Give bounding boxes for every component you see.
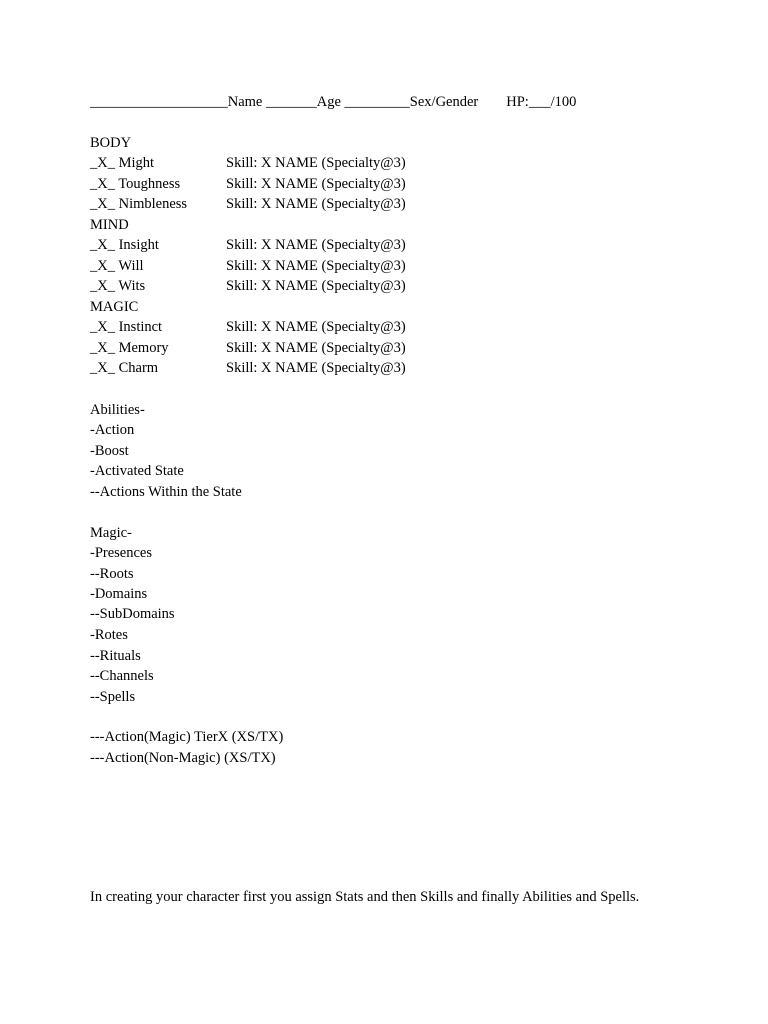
stat-name: _X_ Wits xyxy=(90,278,146,294)
stat-row-might xyxy=(90,153,406,173)
stat-row-charm xyxy=(90,358,406,378)
stat-name: _X_ Charm xyxy=(90,360,159,376)
action-magic-line: ---Action(Magic) TierX (XS/TX) xyxy=(90,729,284,745)
stat-skill: Skill: X NAME (Specialty@3) xyxy=(226,176,406,192)
stat-name: _X_ Might xyxy=(90,155,155,171)
stat-row-instinct xyxy=(90,317,406,337)
sex-label: Sex/Gender xyxy=(409,94,479,110)
stat-name: _X_ Memory xyxy=(90,340,169,356)
stat-row-insight xyxy=(90,235,406,255)
list-item: -Activated State xyxy=(90,463,184,479)
sex-blank: _________ xyxy=(344,94,410,110)
list-item: --Channels xyxy=(90,668,154,684)
list-item: --Actions Within the State xyxy=(90,484,242,500)
stat-row-nimbleness xyxy=(90,194,406,214)
stat-skill: Skill: X NAME (Specialty@3) xyxy=(226,258,406,274)
action-non-magic-line: ---Action(Non-Magic) (XS/TX) xyxy=(90,750,276,766)
stat-skill: Skill: X NAME (Specialty@3) xyxy=(226,319,406,335)
list-item: -Action xyxy=(90,422,135,438)
stat-row-wits xyxy=(90,276,406,296)
stat-name: _X_ Will xyxy=(90,258,144,274)
abilities-heading: Abilities- xyxy=(90,402,145,418)
list-item: --Roots xyxy=(90,566,134,582)
name-label: Name xyxy=(227,94,263,110)
stat-name: _X_ Toughness xyxy=(90,176,181,192)
header-line xyxy=(90,92,576,112)
stat-row-will xyxy=(90,256,406,276)
magic-heading: MAGIC xyxy=(90,299,139,315)
stat-skill: Skill: X NAME (Specialty@3) xyxy=(226,237,406,253)
name-blank: ___________________ xyxy=(90,94,228,110)
stat-skill: Skill: X NAME (Specialty@3) xyxy=(226,360,406,376)
mind-heading: MIND xyxy=(90,217,129,233)
stat-name: _X_ Instinct xyxy=(90,319,163,335)
list-item: --Rituals xyxy=(90,648,141,664)
stat-skill: Skill: X NAME (Specialty@3) xyxy=(226,155,406,171)
magic-list-heading: Magic- xyxy=(90,525,132,541)
stat-name: _X_ Insight xyxy=(90,237,159,253)
stat-row-toughness xyxy=(90,174,406,194)
stat-skill: Skill: X NAME (Specialty@3) xyxy=(226,196,406,212)
age-label: Age xyxy=(316,94,341,110)
stat-name: _X_ Nimbleness xyxy=(90,196,188,212)
age-blank: _______ xyxy=(266,94,317,110)
list-item: --Spells xyxy=(90,689,136,705)
list-item: --SubDomains xyxy=(90,606,175,622)
list-item: -Presences xyxy=(90,545,153,561)
instructions-note: In creating your character first you assign Stats and then Skills and finally Abilities and Spells. xyxy=(90,889,640,905)
list-item: -Boost xyxy=(90,443,129,459)
stat-skill: Skill: X NAME (Specialty@3) xyxy=(226,340,406,356)
list-item: -Domains xyxy=(90,586,148,602)
body-heading: BODY xyxy=(90,135,132,151)
stat-row-memory xyxy=(90,338,406,358)
stat-skill: Skill: X NAME (Specialty@3) xyxy=(226,278,406,294)
hp-field: HP:___/100 xyxy=(506,94,577,110)
list-item: -Rotes xyxy=(90,627,128,643)
